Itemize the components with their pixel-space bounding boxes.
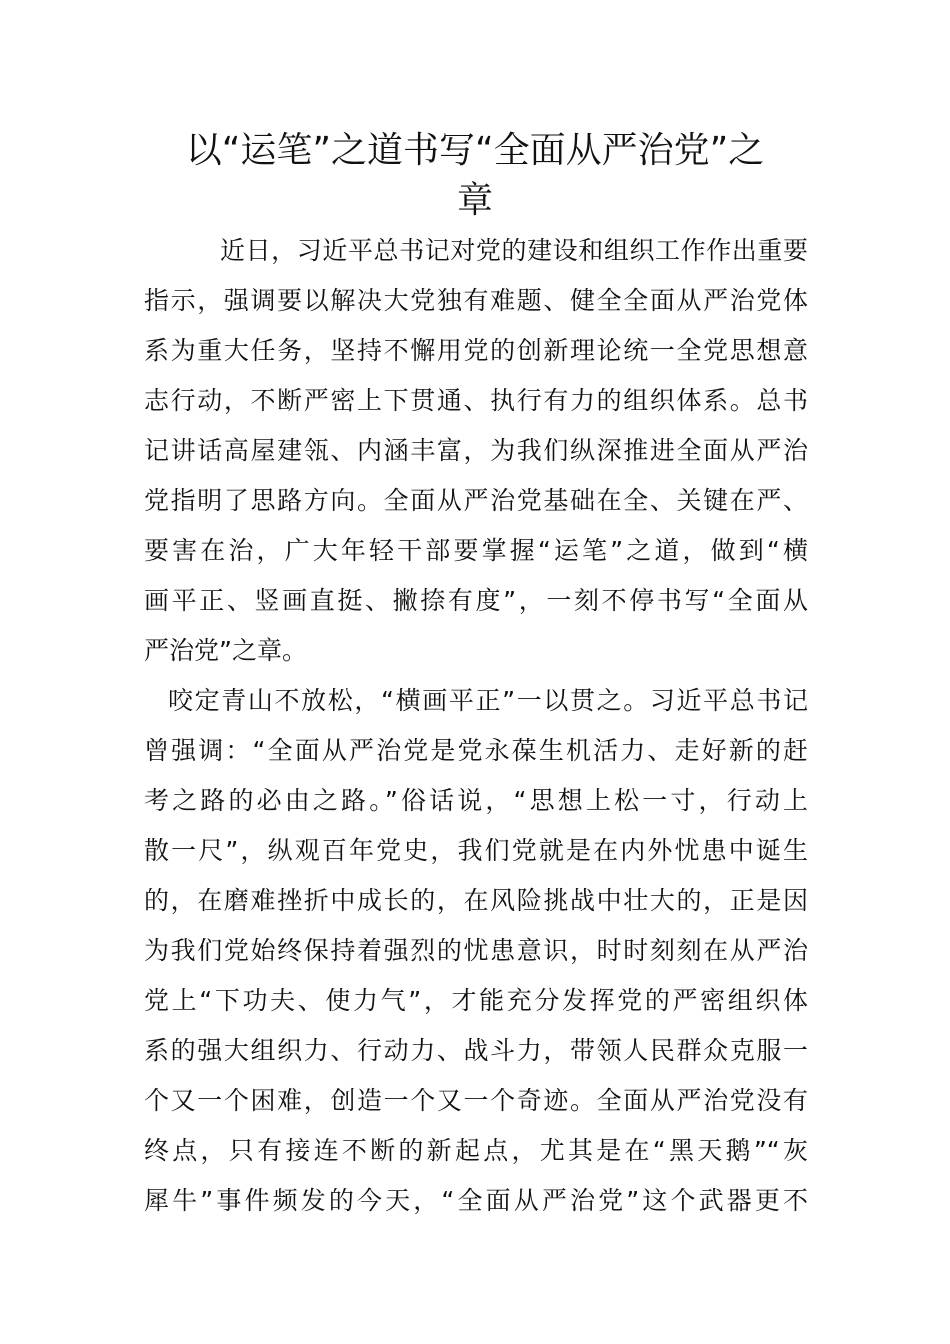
paragraph-2 xyxy=(144,676,808,1226)
text-line: 严治党”之章。 xyxy=(144,636,307,665)
text-line: 散一尺”，纵观百年党史，我们党就是在内外忧患中诞生 xyxy=(144,836,808,865)
text-line: 记讲话高屋建瓴、内涵丰富，为我们纵深推进全面从严治 xyxy=(144,436,808,465)
title-line: 章 xyxy=(456,180,493,221)
text-line: 个又一个困难，创造一个又一个奇迹。全面从严治党没有 xyxy=(144,1086,808,1115)
text-line: 为我们党始终保持着强烈的忧患意识，时时刻刻在从严治 xyxy=(144,936,808,965)
document-body xyxy=(144,226,808,1226)
text-line: 系的强大组织力、行动力、战斗力，带领人民群众克服一 xyxy=(144,1036,808,1065)
text-line: 画平正、竖画直挺、撇捺有度”，一刻不停书写“全面从 xyxy=(144,586,808,615)
title-line: 以“运笔”之道书写“全面从严治党”之 xyxy=(185,130,765,171)
text-line: 犀牛”事件频发的今天，“全面从严治党”这个武器更不 xyxy=(144,1186,808,1215)
document-title xyxy=(140,126,810,226)
text-line: 要害在治，广大年轻干部要掌握“运笔”之道，做到“横 xyxy=(144,536,808,565)
text-line: 志行动，不断严密上下贯通、执行有力的组织体系。总书 xyxy=(144,386,808,415)
text-line: 近日，习近平总书记对党的建设和组织工作作出重要 xyxy=(220,236,808,265)
text-line: 指示，强调要以解决大党独有难题、健全全面从严治党体 xyxy=(144,286,808,315)
text-line: 系为重大任务，坚持不懈用党的创新理论统一全党思想意 xyxy=(144,336,808,365)
text-line: 咬定青山不放松，“横画平正”一以贯之。习近平总书记 xyxy=(168,686,808,715)
text-line: 党指明了思路方向。全面从严治党基础在全、关键在严、 xyxy=(144,486,808,515)
text-line: 考之路的必由之路。”俗话说，“思想上松一寸，行动上 xyxy=(144,786,808,815)
text-line: 曾强调：“全面从严治党是党永葆生机活力、走好新的赶 xyxy=(144,736,808,765)
text-line: 终点，只有接连不断的新起点，尤其是在“黑天鹅”“灰 xyxy=(144,1136,808,1165)
paragraph-1 xyxy=(144,226,808,676)
text-line: 党上“下功夫、使力气”，才能充分发挥党的严密组织体 xyxy=(144,986,808,1015)
text-line: 的，在磨难挫折中成长的，在风险挑战中壮大的，正是因 xyxy=(144,886,808,915)
